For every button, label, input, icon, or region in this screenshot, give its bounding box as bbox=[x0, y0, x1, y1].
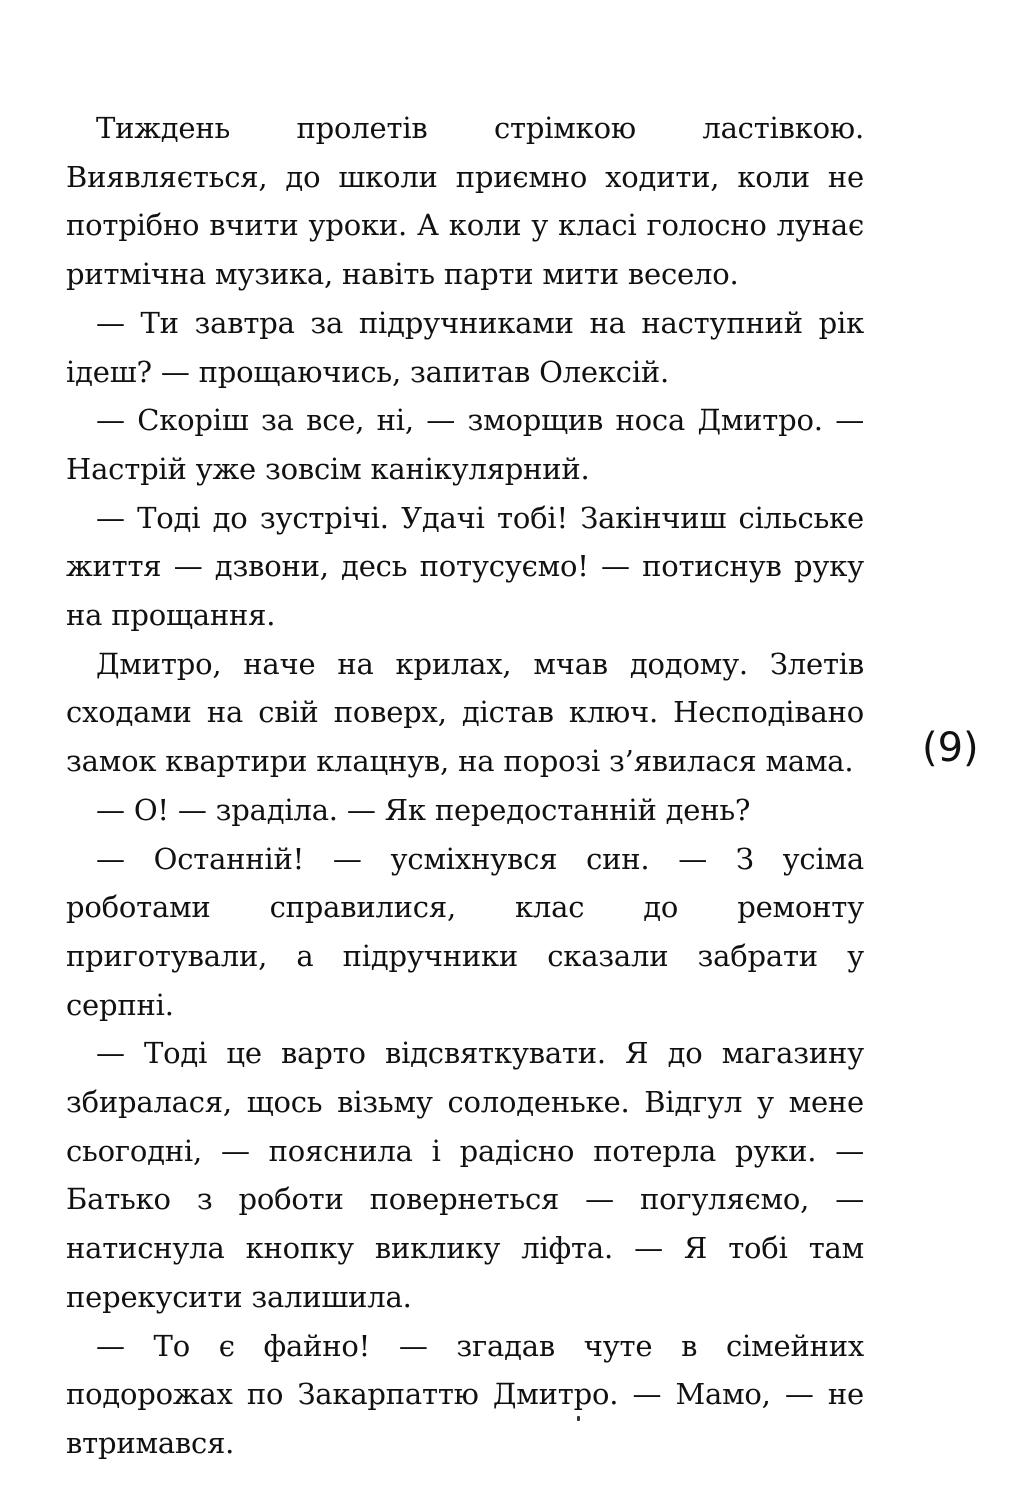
paragraph-6: — О! — зраділа. — Як передостанній день? bbox=[96, 792, 751, 827]
paragraph-1: Тиждень пролетів стрімкою ластівкою. Виявляється, до школи приємно ходити, коли не потрібно вчити уроки. А коли у класі голосно лунає ритмічна музика, навіть парти мити весело. bbox=[66, 111, 864, 292]
page-number: (9) bbox=[922, 725, 979, 771]
paragraph-2: — Ти завтра за підручниками на наступний рік ідеш? — прощаючись, запитав Олексій. bbox=[66, 305, 864, 389]
print-speck bbox=[577, 1416, 580, 1421]
paragraph-8: — Тоді це варто відсвяткувати. Я до магазину збиралася, щось візьму солоденьке. Відгул у мене сьогодні, — пояснила і радісно потерла руки. — Батько з роботи повернеться — погуляємо, — натиснула кнопку виклику ліфта. — Я тобі там перекусити залишила. bbox=[66, 1036, 864, 1314]
paragraph-3: — Скоріш за все, ні, — зморщив носа Дмитро. — Настрій уже зовсім канікулярний. bbox=[66, 403, 864, 486]
page-body-text bbox=[66, 104, 864, 1468]
paragraph-5: Дмитро, наче на крилах, мчав додому. Злетів сходами на свій поверх, дістав ключ. Несподівано замок квартири клацнув, на порозі з’явилася мама. bbox=[66, 646, 864, 779]
paragraph-7: — Останній! — усміхнувся син. — З усіма роботами справилися, клас до ремонту приготували, а підручники сказали забрати у серпні. bbox=[66, 841, 864, 1022]
paragraph-9: — То є файно! — згадав чуте в сімейних подорожах по Закарпаттю Дмитро. — Мамо, — не втримався. bbox=[66, 1328, 864, 1460]
paragraph-4: — Тоді до зустрічі. Удачі тобі! Закінчиш сільське життя — дзвони, десь потусуємо! — потиснув руку на прощання. bbox=[66, 500, 864, 633]
